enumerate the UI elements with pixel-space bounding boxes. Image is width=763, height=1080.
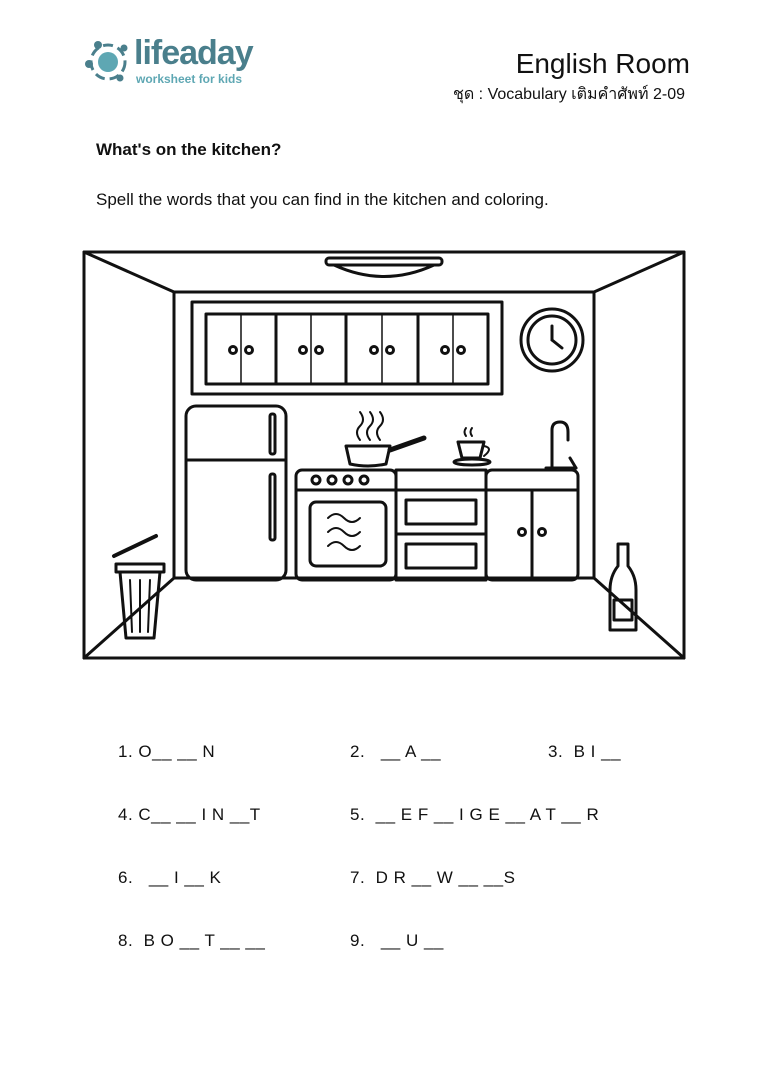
coffee-cup-icon	[454, 428, 490, 465]
kitchen-illustration	[80, 246, 690, 666]
worksheet-heading: What's on the kitchen?	[96, 140, 282, 159]
question-4: 4. C__ __ I N __T	[118, 805, 261, 824]
question-7: 7. D R __ W __ __S	[350, 868, 516, 887]
page-subtitle: ชุด : Vocabulary เติมคำศัพท์ 2-09	[452, 86, 685, 103]
logo-word: lifeaday	[134, 34, 253, 72]
ceiling-lamp-icon	[326, 258, 442, 277]
question-1: 1. O__ __ N	[118, 742, 216, 761]
bottle-icon	[610, 544, 636, 630]
refrigerator-icon	[186, 406, 286, 580]
question-9: 9. __ U __	[350, 931, 444, 950]
page-title: English Room	[515, 48, 690, 79]
logo-tagline: worksheet for kids	[136, 72, 243, 86]
lifeaday-logo	[84, 34, 284, 90]
logo-mark-icon	[84, 36, 134, 84]
question-5: 5. __ E F __ I G E __ A T __ R	[350, 805, 600, 824]
question-8: 8. B O __ T __ __	[118, 931, 266, 950]
question-2: 2. __ A __	[350, 742, 442, 761]
pan-icon	[346, 412, 424, 466]
cupboard-icon	[486, 470, 578, 580]
stove-oven-icon	[296, 470, 396, 580]
question-3: 3. B I __	[548, 742, 622, 761]
faucet-icon	[546, 422, 576, 468]
drawer-icon	[396, 470, 486, 580]
wall-cabinet-icon	[192, 302, 502, 394]
wall-clock-icon	[521, 309, 583, 371]
worksheet-instruction: Spell the words that you can find in the kitchen and coloring.	[96, 190, 549, 209]
question-6: 6. __ I __ K	[118, 868, 222, 887]
